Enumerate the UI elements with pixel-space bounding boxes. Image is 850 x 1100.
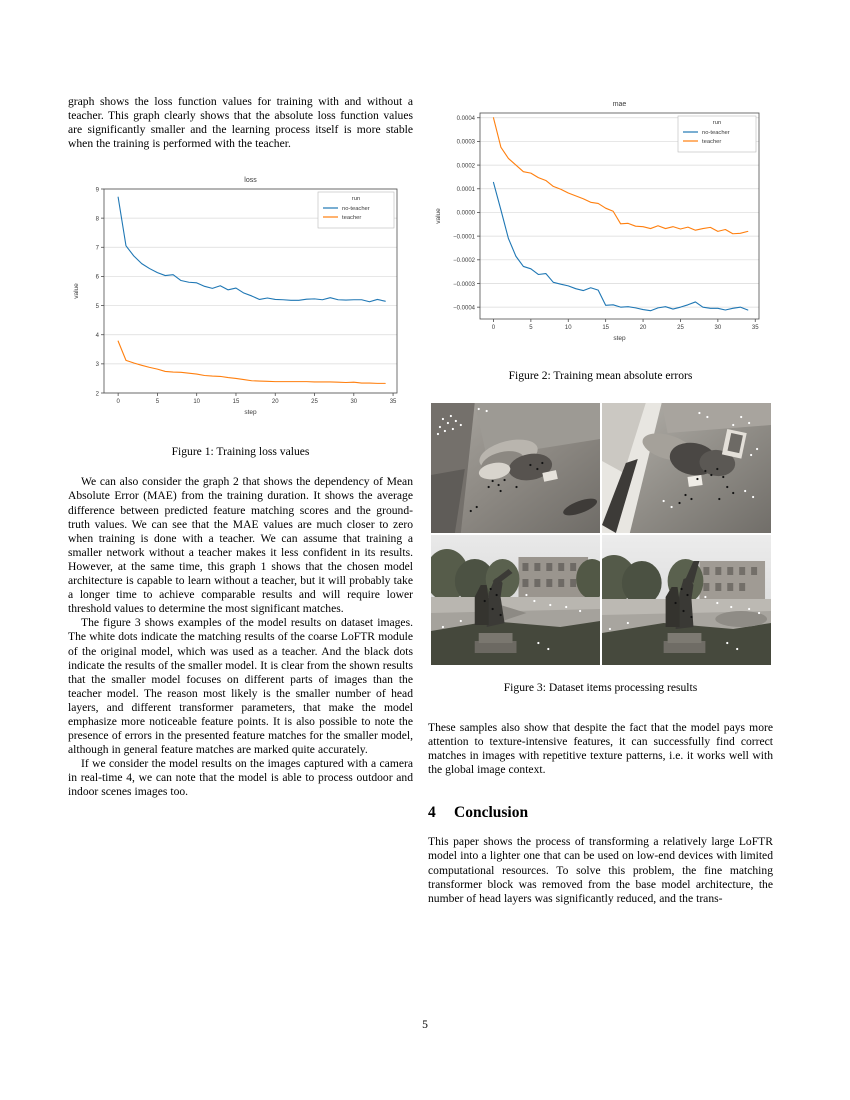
svg-text:teacher: teacher: [702, 139, 722, 146]
mae-chart: [428, 95, 773, 357]
page-number: 5: [422, 1018, 428, 1031]
section-title: Conclusion: [454, 804, 529, 822]
svg-text:−0.0002: −0.0002: [453, 258, 475, 265]
svg-text:teacher: teacher: [342, 215, 362, 222]
svg-text:15: 15: [232, 399, 240, 406]
svg-text:10: 10: [193, 399, 201, 406]
svg-text:15: 15: [602, 325, 610, 331]
spacer: [428, 383, 773, 403]
svg-text:value: value: [435, 208, 442, 224]
dataset-image-grid: [431, 403, 771, 665]
svg-text:8: 8: [95, 216, 99, 223]
paragraph-samples: These samples also show that despite the fact that the model pays more attention to texture-intensive features, it can successfully find correct matches in images with repetitive texture patterns, i.e. it works well with the global image context.: [428, 721, 773, 777]
paragraph-mae-discussion: We can also consider the graph 2 that shows the dependency of Mean Absolute Error (MAE) from the training duration. It shows the average difference between predicted feature matching scores and the ground-truth values. We can see that the MAE values are much closer to zero when training is done with a teacher. We can assume that training a smaller network without a teacher makes it less confident in its results. However, at the same time, this graph 1 shows that the chosen model architecture is capable to learn without a teacher, but it will probably take a longer time to achieve comparable results and will require lower threshold values to determine the most significant matches.: [68, 475, 413, 616]
svg-text:−0.0004: −0.0004: [453, 305, 475, 312]
svg-text:5: 5: [95, 304, 99, 311]
spacer: [428, 695, 773, 721]
figure-1: [68, 171, 413, 459]
svg-text:30: 30: [350, 399, 358, 406]
paragraph-conclusion: This paper shows the process of transforming a relatively large LoFTR model into a lighter one that can be used on low-end devices with limited computational resources. To solve this problem, the fine matching transformer block was removed from the base model architecture, the number of head layers was significantly reduced, and the trans-: [428, 835, 773, 905]
loss-chart: [68, 171, 413, 429]
svg-text:20: 20: [271, 399, 279, 406]
dataset-image-bottom-left: [431, 535, 600, 665]
section-number: 4: [428, 804, 436, 822]
svg-text:0.0002: 0.0002: [456, 163, 475, 170]
paragraph-figure3-discussion: The figure 3 shows examples of the model results on dataset images. The white dots indicate the matching results of the coarse LoFTR module of the original model, which was used as a teacher. And the black dots indicate the results of the smaller model. It is clear from the shown results that the smaller model focuses on different parts of images than the teacher model. The reason most likely is the smaller number of head layers, and different transformer parameters, that make the model emphasize more noticeable feature points. It is also possible to note the presence of errors in the presented feature matches for the smaller model, although in general feature matches are marked quite accurately.: [68, 616, 413, 757]
svg-text:no-teacher: no-teacher: [702, 130, 730, 137]
svg-text:−0.0003: −0.0003: [453, 281, 475, 288]
svg-text:5: 5: [529, 325, 533, 331]
svg-text:run: run: [351, 196, 361, 203]
svg-text:6: 6: [95, 275, 99, 282]
spacer: [428, 777, 773, 803]
dataset-image-top-right: [602, 403, 771, 533]
section-heading-conclusion: [428, 803, 773, 823]
figure-2-caption: Figure 2: Training mean absolute errors: [508, 369, 693, 382]
svg-text:value: value: [73, 283, 80, 300]
svg-text:step: step: [244, 409, 257, 417]
svg-text:25: 25: [311, 399, 318, 406]
paragraph-realtime: If we consider the model results on the images captured with a camera in real-time 4, we can note that the model is able to process outdoor and indoor scenes images too.: [68, 757, 413, 799]
spacer: [428, 357, 773, 369]
svg-text:2: 2: [95, 391, 99, 398]
svg-text:35: 35: [389, 399, 397, 406]
figure-1-caption: Figure 1: Training loss values: [171, 445, 310, 459]
svg-text:35: 35: [751, 325, 759, 331]
svg-text:run: run: [712, 120, 722, 126]
svg-text:30: 30: [714, 325, 722, 331]
dataset-image-bottom-right: [602, 535, 771, 665]
svg-text:loss: loss: [244, 177, 257, 185]
spacer: [428, 823, 773, 835]
svg-text:3: 3: [95, 362, 99, 369]
svg-text:0.0000: 0.0000: [456, 210, 475, 217]
figure-3-caption: Figure 3: Dataset items processing results: [503, 681, 698, 694]
paragraph-intro: graph shows the loss function values for training with and without a teacher. This graph clearly shows that the absolute loss function values are significantly smaller and the learning process itself is more stable when the training is performed with the teacher.: [68, 95, 413, 151]
svg-text:0.0003: 0.0003: [456, 139, 475, 146]
svg-text:step: step: [613, 335, 626, 342]
svg-text:−0.0001: −0.0001: [453, 234, 475, 241]
svg-text:5: 5: [155, 399, 160, 406]
svg-text:20: 20: [639, 325, 647, 331]
svg-text:7: 7: [95, 245, 99, 252]
svg-text:0.0001: 0.0001: [456, 187, 475, 194]
dataset-image-top-left: [431, 403, 600, 533]
svg-text:9: 9: [95, 187, 99, 194]
spacer: [68, 459, 413, 475]
spacer: [68, 151, 413, 171]
svg-text:mae: mae: [612, 101, 627, 108]
figure-3: [428, 403, 773, 695]
figure-2: [428, 95, 773, 383]
svg-text:0: 0: [116, 399, 120, 406]
svg-text:4: 4: [95, 333, 99, 340]
svg-text:0.0004: 0.0004: [456, 116, 475, 123]
svg-text:10: 10: [564, 325, 572, 331]
spacer: [68, 429, 413, 445]
left-column: [68, 95, 413, 800]
spacer: [428, 665, 773, 681]
svg-text:no-teacher: no-teacher: [342, 206, 370, 213]
svg-text:0: 0: [491, 325, 496, 331]
right-column: [428, 95, 773, 906]
svg-text:25: 25: [677, 325, 684, 331]
